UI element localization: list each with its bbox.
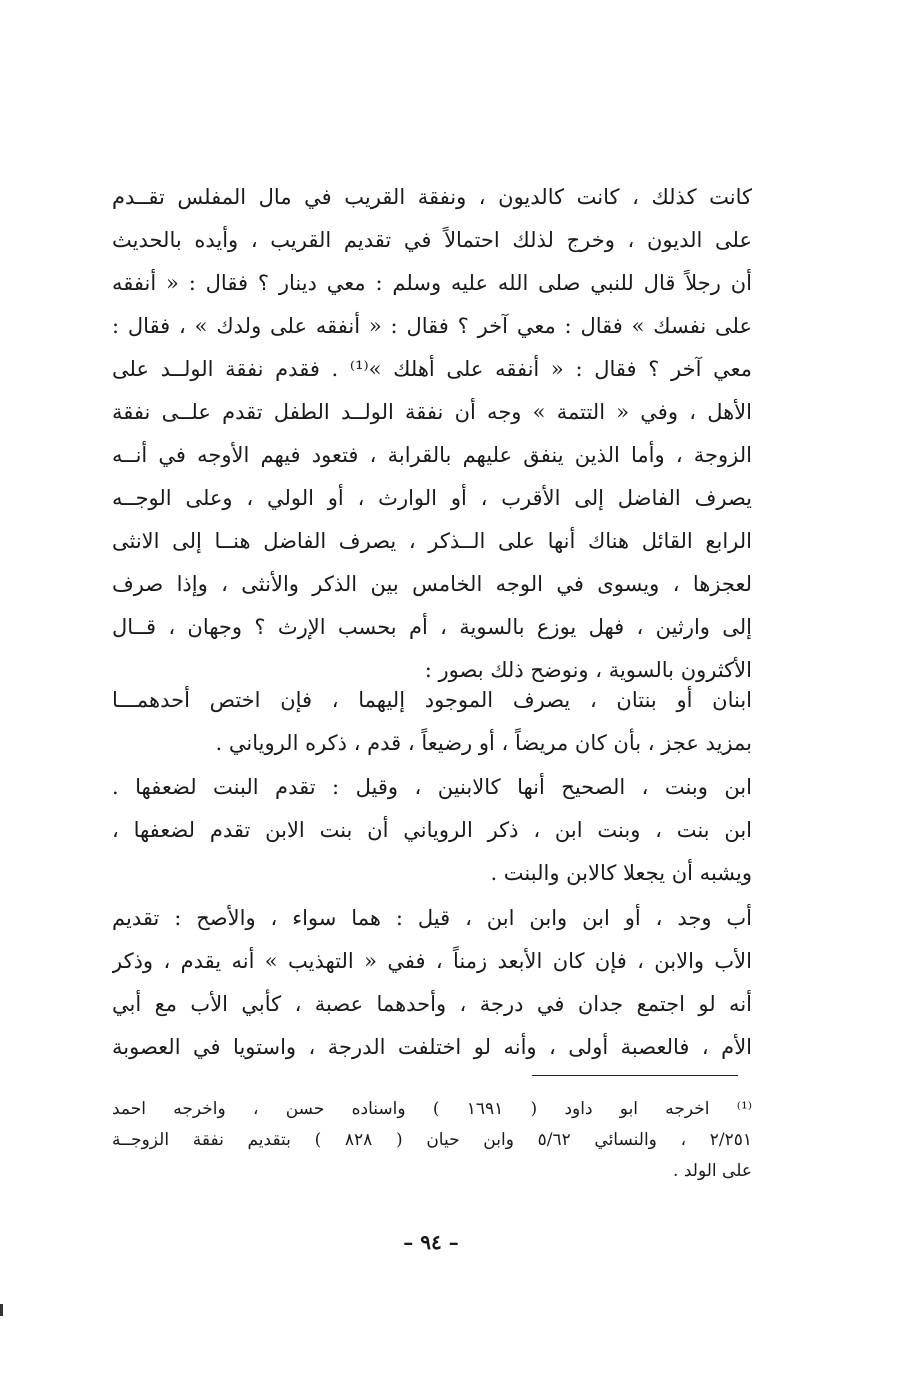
text-line: على الديون ، وخرج لذلك احتمالاً في تقديم القريب ، وأيده بالحديث (112, 228, 752, 252)
text-line: بمزيد عجز ، بأن كان مريضاً ، أو رضيعاً ، قدم ، ذكره الروياني . (215, 731, 752, 755)
text-line: الزوجة ، وأما الذين ينفق عليهم بالقرابة ، فتعود فيهم الأوجه في أنــه (112, 443, 752, 467)
footnote-line: ٢/٢٥١ ، والنسائي ٥/٦٢ وابن حيان ( ٨٢٨ ) بتقديم نفقة الزوجــة (112, 1130, 752, 1150)
text-line: كانت كذلك ، كانت كالديون ، ونفقة القريب في مال المفلس تقــدم (112, 185, 752, 209)
footnote-line: على الولد . (673, 1161, 752, 1181)
text-line: أنه لو اجتمع جدان في درجة ، وأحدهما عصبة ، كأبي الأب مع أبي (112, 992, 752, 1016)
text-line: أب وجد ، أو ابن وابن ابن ، قيل : هما سواء ، والأصح : تقديم (112, 906, 752, 930)
text-line: الأكثرون بالسوية ، ونوضح ذلك بصور : (424, 658, 752, 682)
text-line: إلى وارثين ، فهل يوزع بالسوية ، أم بحسب الإرث ؟ وجهان ، قــال (112, 615, 752, 639)
paragraph-father-grandfather (112, 897, 752, 1069)
footnote-divider (532, 1075, 738, 1076)
text-line: ابنان أو بنتان ، يصرف الموجود إليهما ، فإن اختص أحدهمـــا (112, 688, 752, 712)
text-line: يصرف الفاضل إلى الأقرب ، أو الوارث ، أو الولي ، وعلى الوجــه (112, 486, 752, 510)
text-line: معي آخر ؟ فقال : « أنفقه على أهلك »⁽¹⁾ . فقدم نفقة الولــد على (112, 357, 752, 381)
paragraph-son-daughter (112, 766, 752, 895)
paragraph-two-sons (112, 679, 752, 765)
text-line: الأب والابن ، فإن كان الأبعد زمناً ، ففي « التهذيب » أنه يقدم ، وذكر (112, 949, 752, 973)
page-number: – ٩٤ – (403, 1230, 459, 1254)
text-line: الأم ، فالعصبة أولى ، وأنه لو اختلفت الدرجة ، واستويا في العصوبة (112, 1035, 752, 1059)
text-line: ويشبه أن يجعلا كالابن والبنت . (490, 861, 752, 885)
footnote (112, 1094, 752, 1187)
text-line: الرابع القائل هناك أنها على الــذكر ، يصرف الفاضل هنــا إلى الانثى (112, 529, 752, 553)
text-line: لعجزها ، ويسوى في الوجه الخامس بين الذكر والأنثى ، وإذا صرف (112, 572, 752, 596)
text-line: ابن وبنت ، الصحيح أنها كالابنين ، وقيل : تقدم البنت لضعفها . (112, 775, 752, 799)
text-line: أن رجلاً قال للنبي صلى الله عليه وسلم : معي دينار ؟ فقال : « أنفقه (112, 271, 752, 295)
paragraph-main (112, 176, 752, 692)
text-line: ابن بنت ، وبنت ابن ، ذكر الروياني أن بنت الابن تقدم لضعفها ، (112, 818, 752, 842)
footnote-line: ⁽¹⁾ اخرجه ابو داود ( ١٦٩١ ) واسناده حسن ، واخرجه احمد (112, 1099, 752, 1119)
text-line: على نفسك » فقال : معي آخر ؟ فقال : « أنفقه على ولدك » ، فقال : (112, 314, 752, 338)
text-line: الأهل ، وفي « التتمة » وجه أن نفقة الولــد الطفل تقدم علــى نفقة (112, 400, 752, 424)
scan-edge-mark (0, 1304, 3, 1316)
